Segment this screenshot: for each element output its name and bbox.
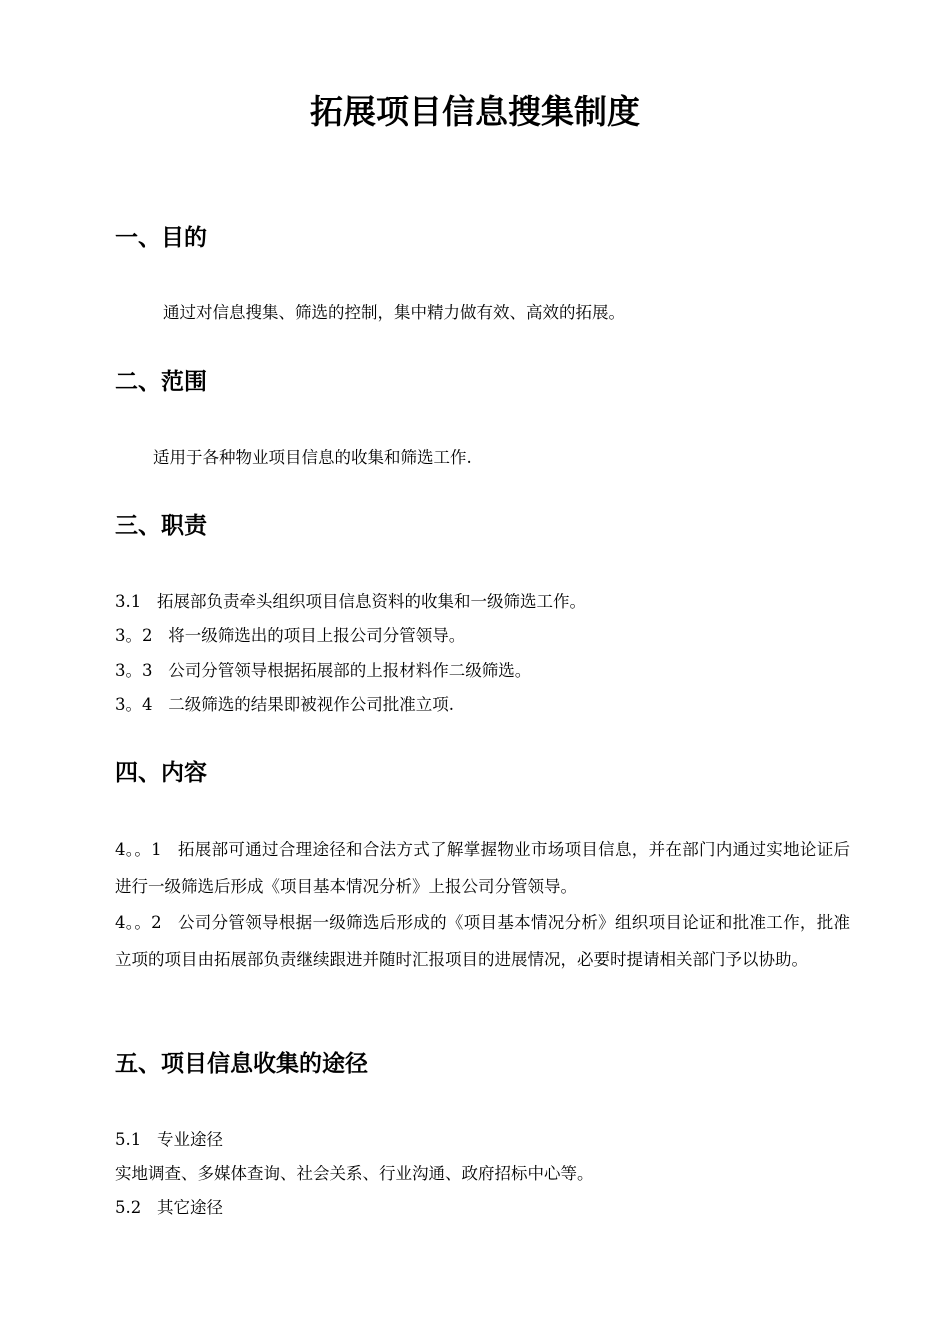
content-item-text: 拓展部可通过合理途径和合法方式了解掌握物业市场项目信息，并在部门内通过实地论证后进行一级筛选后形成《项目基本情况分析》上报公司分管领导。 xyxy=(115,840,850,896)
content-item-number: 4。。2 xyxy=(115,913,162,932)
channel-item xyxy=(115,1196,223,1220)
channel-item-text: 实地调查、多媒体查询、社会关系、行业沟通、政府招标中心等。 xyxy=(115,1164,594,1183)
duty-item-number: 3。2 xyxy=(115,626,153,645)
duty-item xyxy=(115,659,531,683)
section-heading-duties: 三、职责 xyxy=(115,513,207,539)
purpose-text: 通过对信息搜集、筛选的控制，集中精力做有效、高效的拓展。 xyxy=(163,303,625,322)
channel-item-label: 专业途径 xyxy=(157,1130,223,1149)
document-title: 拓展项目信息搜集制度 xyxy=(310,92,640,131)
section-heading-purpose: 一、目的 xyxy=(115,225,207,251)
channel-item-number: 5.1 xyxy=(115,1130,142,1149)
content-item-text: 公司分管领导根据一级筛选后形成的《项目基本情况分析》组织项目论证和批准工作，批准立项的项目由拓展部负责继续跟进并随时汇报项目的进展情况，必要时提请相关部门予以协助。 xyxy=(115,913,850,969)
duty-item-number: 3。4 xyxy=(115,695,153,714)
channel-item-number: 5.2 xyxy=(115,1198,142,1217)
duty-item-number: 3.1 xyxy=(115,592,142,611)
section-heading-scope: 二、范围 xyxy=(115,369,207,395)
channel-item-label: 其它途径 xyxy=(157,1198,223,1217)
scope-text: 适用于各种物业项目信息的收集和筛选工作. xyxy=(153,448,472,467)
content-item xyxy=(115,831,850,905)
duty-item-number: 3。3 xyxy=(115,661,153,680)
section-heading-channels: 五、项目信息收集的途径 xyxy=(115,1051,368,1077)
duty-item xyxy=(115,624,465,648)
content-item-number: 4。。1 xyxy=(115,840,162,859)
content-item xyxy=(115,904,850,978)
section-heading-content: 四、内容 xyxy=(115,760,207,786)
channel-item xyxy=(115,1128,223,1152)
duty-item-text: 二级筛选的结果即被视作公司批准立项. xyxy=(168,695,454,714)
duty-item-text: 公司分管领导根据拓展部的上报材料作二级筛选。 xyxy=(168,661,532,680)
duty-item xyxy=(115,590,586,614)
duty-item-text: 将一级筛选出的项目上报公司分管领导。 xyxy=(168,626,466,645)
duty-item xyxy=(115,693,454,717)
duty-item-text: 拓展部负责牵头组织项目信息资料的收集和一级筛选工作。 xyxy=(157,592,586,611)
